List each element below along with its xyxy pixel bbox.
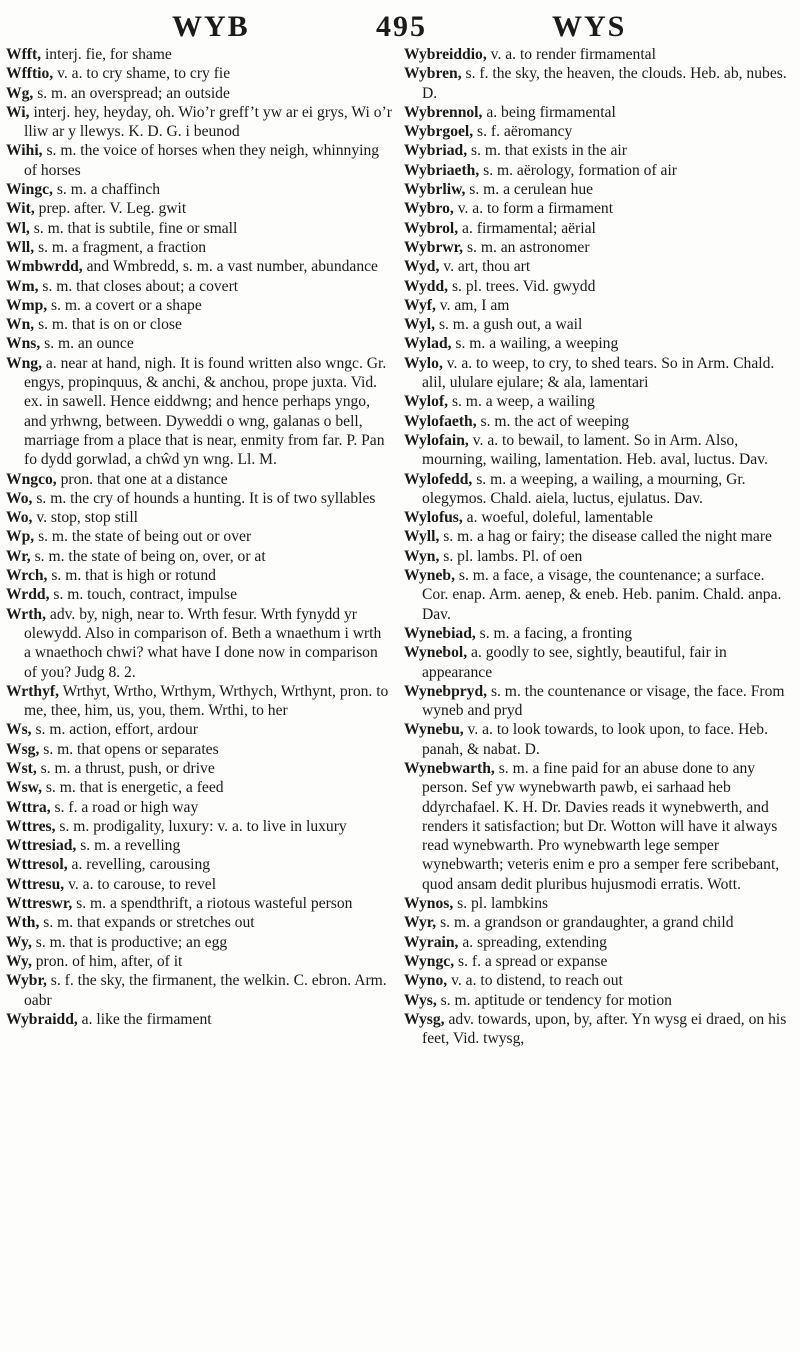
entry-headword: Wynebpryd, xyxy=(404,682,488,700)
entry-headword: Wyneb, xyxy=(404,567,455,585)
entry-headword: Wynebwarth, xyxy=(404,759,495,777)
entry-definition: v. a. to weep, to cry, to shed tears. So in Arm. Chald. alil, ululare ejulare; & ala, lamentari xyxy=(422,354,775,392)
dictionary-entry xyxy=(6,855,392,874)
entry-definition: interj. hey, heyday, oh. Wio’r greff’t yw ar ei grys, Wi o’r lliw ar y llewys. K. D. G. i beunod xyxy=(24,103,392,141)
dictionary-entry xyxy=(6,296,392,315)
entry-definition: a. firmamental; aërial xyxy=(458,219,596,237)
entry-definition: a. spreading, extending xyxy=(458,933,607,951)
entry-definition: s. m. a revelling xyxy=(76,837,181,855)
entry-headword: Wng, xyxy=(6,354,42,372)
dictionary-entry xyxy=(404,547,790,566)
entry-definition: s. f. the sky, the heaven, the clouds. Heb. ab, nubes. D. xyxy=(422,65,787,102)
entry-headword: Wybraidd, xyxy=(6,1010,78,1028)
entry-definition: v. a. to carouse, to revel xyxy=(64,875,217,893)
entry-headword: Wy, xyxy=(6,952,32,970)
dictionary-entry xyxy=(404,566,790,624)
dictionary-entry xyxy=(6,913,392,932)
entry-headword: Ws, xyxy=(6,721,32,739)
entry-headword: Wybrwr, xyxy=(404,238,464,256)
dictionary-entry xyxy=(404,759,790,894)
entry-headword: Wyr, xyxy=(404,914,437,932)
entry-headword: Wybro, xyxy=(404,200,454,218)
entry-definition: s. m. touch, contract, impulse xyxy=(49,586,238,604)
entry-headword: Wynebu, xyxy=(404,721,464,739)
entry-definition: a. revelling, carousing xyxy=(67,856,211,874)
dictionary-entry xyxy=(6,199,392,218)
dictionary-entry xyxy=(404,296,790,315)
entry-headword: Wyno, xyxy=(404,972,448,990)
entry-definition: s. m. that is productive; an egg xyxy=(31,933,228,951)
entry-headword: Wrch, xyxy=(6,567,48,585)
entry-definition: s. f. a spread or expanse xyxy=(454,952,608,970)
dictionary-entry xyxy=(6,971,392,1010)
entry-definition: pron. that one at a distance xyxy=(56,470,228,488)
entry-definition: a. goodly to see, sightly, beautiful, fair in appearance xyxy=(422,644,727,681)
entry-headword: Wybreiddio, xyxy=(404,46,487,63)
entry-headword: Wylof, xyxy=(404,393,449,411)
entry-definition: interj. fie, for shame xyxy=(41,46,172,63)
dictionary-entry xyxy=(404,354,790,393)
entry-headword: Wth, xyxy=(6,914,40,932)
dictionary-entry xyxy=(404,894,790,913)
dictionary-entry xyxy=(6,354,392,470)
entry-definition: s. m. a cerulean hue xyxy=(465,181,594,199)
entry-definition: s. m. the voice of horses when they neigh, whinnying of horses xyxy=(24,142,380,179)
entry-definition: s. m. that is energetic, a feed xyxy=(41,779,224,797)
entry-headword: Wngco, xyxy=(6,470,57,488)
dictionary-entry xyxy=(6,527,392,546)
dictionary-entry xyxy=(404,933,790,952)
entry-definition: s. m. a gush out, a wail xyxy=(435,316,583,334)
entry-headword: Wingc, xyxy=(6,181,53,199)
dictionary-entry xyxy=(404,527,790,546)
entry-headword: Wynebiad, xyxy=(404,624,476,642)
dictionary-entry xyxy=(6,141,392,180)
entry-definition: prep. after. V. Leg. gwit xyxy=(34,200,187,218)
dictionary-entry xyxy=(6,720,392,739)
entry-headword: Wybrgoel, xyxy=(404,123,474,141)
entry-headword: Wi, xyxy=(6,103,30,121)
entry-headword: Wybrennol, xyxy=(404,103,483,121)
dictionary-entry xyxy=(6,933,392,952)
entry-definition: a. near at hand, nigh. It is found written also wngc. Gr. engys, propinquus, & anchi, & anchou, prope juxta. Vid. ex. in sawell. Hence eiddwng; and hence perhaps yngo, and yrhwng, between. Dyweddi o wng, galanas o bell, marriage from a place that is near, enmity from far. P. Pan fo dydd gorwlad, a chŵd yn wng. Ll. M. xyxy=(24,354,387,469)
entry-definition: s. m. that is subtile, fine or small xyxy=(29,219,238,237)
dictionary-entry xyxy=(404,952,790,971)
dictionary-entry xyxy=(6,489,392,508)
entry-definition: s. m. the cry of hounds a hunting. It is of two syllables xyxy=(32,489,376,507)
entry-headword: Wm, xyxy=(6,277,39,295)
entry-headword: Wrdd, xyxy=(6,586,50,604)
entry-headword: Wo, xyxy=(6,489,33,507)
dictionary-entry xyxy=(6,470,392,489)
entry-definition: s. m. a chaffinch xyxy=(52,181,161,199)
entry-headword: Wybrol, xyxy=(404,219,459,237)
dictionary-entry xyxy=(404,219,790,238)
entry-headword: Wmbwrdd, xyxy=(6,258,83,276)
entry-definition: s. m. a covert or a shape xyxy=(47,296,202,314)
dictionary-entry xyxy=(404,64,790,103)
entry-headword: Wp, xyxy=(6,528,35,546)
dictionary-entry xyxy=(404,913,790,932)
dictionary-entry xyxy=(404,392,790,411)
entry-definition: s. pl. trees. Vid. gwydd xyxy=(448,277,596,295)
entry-headword: Wys, xyxy=(404,991,437,1009)
dictionary-entry xyxy=(6,103,392,142)
dictionary-entry xyxy=(404,431,790,470)
entry-definition: s. m. a weeping, a wailing, a mourning, Gr. olegymos. Chald. aiela, luctus, ejulatus. Dav. xyxy=(422,470,746,507)
entry-definition: s. m. a wailing, a weeping xyxy=(451,335,619,353)
dictionary-entry xyxy=(6,508,392,527)
entry-headword: Wylofain, xyxy=(404,431,469,449)
dictionary-entry xyxy=(404,470,790,509)
dictionary-entry xyxy=(404,643,790,682)
entry-headword: Wrthyf, xyxy=(6,682,59,700)
dictionary-entry xyxy=(6,682,392,721)
left-column xyxy=(6,45,392,1345)
entry-headword: Wydd, xyxy=(404,277,449,295)
entry-headword: Wttresiad, xyxy=(6,837,77,855)
dictionary-entry xyxy=(6,45,392,64)
entry-definition: s. pl. lambkins xyxy=(453,895,549,913)
entry-definition: s. m. a weep, a wailing xyxy=(448,393,595,411)
dictionary-entry xyxy=(6,566,392,585)
dictionary-entry xyxy=(6,952,392,971)
entry-definition: s. m. that is on or close xyxy=(34,316,182,334)
entry-headword: Wttreswr, xyxy=(6,895,73,913)
dictionary-entry xyxy=(404,257,790,276)
entry-headword: Wylo, xyxy=(404,354,443,372)
entry-headword: Wynos, xyxy=(404,895,454,913)
entry-headword: Wmp, xyxy=(6,296,48,314)
page-header xyxy=(0,10,800,50)
dictionary-entry xyxy=(404,238,790,257)
entry-headword: Wylad, xyxy=(404,335,452,353)
entry-definition: s. m. a spendthrift, a riotous wasteful person xyxy=(72,895,353,913)
entry-headword: Wr, xyxy=(6,547,31,565)
entry-definition: s. m. prodigality, luxury: v. a. to live in luxury xyxy=(55,817,347,835)
dictionary-entry xyxy=(6,180,392,199)
entry-headword: Wyrain, xyxy=(404,933,459,951)
dictionary-entry xyxy=(6,219,392,238)
dictionary-entry xyxy=(404,412,790,431)
entry-headword: Wyd, xyxy=(404,258,440,276)
entry-definition: v. a. to render firmamental xyxy=(486,46,656,63)
entry-definition: v. a. to bewail, to lament. So in Arm. Also, mourning, wailing, lamentation. Heb. aval, luctus. Dav. xyxy=(422,431,768,469)
entry-headword: Wynebol, xyxy=(404,644,468,662)
entry-definition: s. f. aëromancy xyxy=(473,123,573,141)
dictionary-entry xyxy=(404,277,790,296)
dictionary-entry xyxy=(6,740,392,759)
entry-definition: and Wmbredd, s. m. a vast number, abundance xyxy=(82,258,378,276)
dictionary-entry xyxy=(404,103,790,122)
entry-definition: s. m. the state of being on, over, or at xyxy=(30,547,266,565)
entry-headword: Wyngc, xyxy=(404,952,455,970)
entry-headword: Wihi, xyxy=(6,142,43,160)
entry-definition: s. m. that is high or rotund xyxy=(47,567,216,585)
dictionary-entry xyxy=(404,508,790,527)
dictionary-entry xyxy=(404,141,790,160)
entry-definition: s. m. a hag or fairy; the disease called the night mare xyxy=(439,528,772,546)
entry-headword: Wg, xyxy=(6,84,34,102)
dictionary-entry xyxy=(6,334,392,353)
dictionary-entry xyxy=(6,778,392,797)
entry-definition: s. m. that closes about; a covert xyxy=(38,277,239,295)
entry-definition: s. m. aptitude or tendency for motion xyxy=(436,991,672,1009)
dictionary-entry xyxy=(6,1010,392,1029)
dictionary-entry xyxy=(6,875,392,894)
entry-headword: Wo, xyxy=(6,509,33,527)
entry-headword: Wttresol, xyxy=(6,856,68,874)
entry-headword: Wylofedd, xyxy=(404,470,473,488)
entry-headword: Wsg, xyxy=(6,740,40,758)
entry-definition: s. m. a grandson or grandaughter, a grand child xyxy=(436,914,734,932)
dictionary-entry xyxy=(404,122,790,141)
entry-headword: Wttresu, xyxy=(6,875,65,893)
entry-headword: Wfft, xyxy=(6,46,42,63)
dictionary-entry xyxy=(404,180,790,199)
entry-definition: v. a. to form a firmament xyxy=(453,200,614,218)
entry-definition: adv. by, nigh, near to. Wrth fesur. Wrth fynydd yr olewydd. Also in comparison of. Beth a wnaethum i wrth a wnaethoch chwi? what have I done now in comparison of you? Judg 8. 2. xyxy=(24,605,382,681)
entry-definition: s. m. an ounce xyxy=(40,335,134,353)
dictionary-entry xyxy=(404,315,790,334)
entry-headword: Wrth, xyxy=(6,605,46,623)
entry-headword: Wyl, xyxy=(404,316,436,334)
dictionary-entry xyxy=(404,199,790,218)
entry-headword: Wylofus, xyxy=(404,509,463,527)
entry-definition: a. woeful, doleful, lamentable xyxy=(462,509,653,527)
header-left-guideword: WYB xyxy=(172,10,250,43)
entry-headword: Wybriad, xyxy=(404,142,468,160)
dictionary-entry xyxy=(404,161,790,180)
dictionary-entry xyxy=(6,585,392,604)
entry-definition: s. m. the countenance or visage, the face. From wyneb and pryd xyxy=(422,682,785,720)
entry-headword: Wttra, xyxy=(6,798,51,816)
entry-headword: Wysg, xyxy=(404,1010,445,1028)
entry-definition: s. m. action, effort, ardour xyxy=(31,721,198,739)
entry-headword: Wyll, xyxy=(404,528,440,546)
entry-definition: s. m. that expands or stretches out xyxy=(39,914,255,932)
entry-headword: Wybr, xyxy=(6,972,47,990)
entry-definition: s. m. a fine paid for an abuse done to any person. Sef yw wynebwarth pawb, ei sarhaad heb ddyrchafael. K. H. Dr. Davies reads it wynebwerth, and renders it satisfaction; but Dr. Wotton will have it always read wynebwarth. Pro wynebwarth lege semper wynebwarth; veteris enim e pro a semper fere scribebant, quod ansam dedit pluribus hujusmodi erratis. Wott. xyxy=(422,759,780,893)
entry-headword: Wy, xyxy=(6,933,32,951)
dictionary-entry xyxy=(6,84,392,103)
entry-definition: v. a. to cry shame, to cry fie xyxy=(53,65,231,83)
dictionary-entry xyxy=(404,45,790,64)
entry-definition: a. being firmamental xyxy=(482,103,616,121)
header-right-guideword: WYS xyxy=(552,10,627,43)
dictionary-entry xyxy=(6,817,392,836)
entry-headword: Wll, xyxy=(6,238,35,256)
dictionary-entry xyxy=(6,277,392,296)
entry-definition: v. stop, stop still xyxy=(32,509,138,527)
entry-definition: pron. of him, after, of it xyxy=(31,952,183,970)
entry-definition: s. pl. lambs. Pl. of oen xyxy=(439,547,583,565)
entry-headword: Wst, xyxy=(6,759,37,777)
entry-headword: Wsw, xyxy=(6,779,42,797)
entry-definition: s. m. the act of weeping xyxy=(476,412,630,430)
entry-headword: Wyn, xyxy=(404,547,440,565)
entry-definition: s. m. a facing, a fronting xyxy=(475,624,633,642)
dictionary-entry xyxy=(6,798,392,817)
entry-headword: Wybrliw, xyxy=(404,181,466,199)
dictionary-entry xyxy=(6,238,392,257)
entry-definition: v. am, I am xyxy=(435,296,510,314)
dictionary-entry xyxy=(404,624,790,643)
entry-definition: s. f. a road or high way xyxy=(50,798,199,816)
entry-headword: Wyf, xyxy=(404,296,436,314)
dictionary-entry xyxy=(6,894,392,913)
entry-definition: s. m. a face, a visage, the countenance; a surface. Cor. enap. Arm. aenep, & eneb. Heb. panim. Chald. anpa. Dav. xyxy=(422,567,782,623)
dictionary-entry xyxy=(404,971,790,990)
dictionary-entry xyxy=(6,315,392,334)
dictionary-entry xyxy=(404,720,790,759)
entry-headword: Wybriaeth, xyxy=(404,161,480,179)
entry-definition: s. m. an overspread; an outside xyxy=(33,84,230,102)
page-number: 495 xyxy=(376,10,427,43)
entry-headword: Wn, xyxy=(6,316,35,334)
entry-headword: Wit, xyxy=(6,200,35,218)
dictionary-entry xyxy=(404,334,790,353)
entry-headword: Wns, xyxy=(6,335,41,353)
entry-definition: v. a. to look towards, to look upon, to face. Heb. panah, & nabat. D. xyxy=(422,721,768,758)
right-column xyxy=(404,45,790,1345)
entry-definition: v. a. to distend, to reach out xyxy=(447,972,623,990)
entry-definition: s. m. an astronomer xyxy=(463,238,590,256)
dictionary-entry xyxy=(404,682,790,721)
entry-headword: Wl, xyxy=(6,219,30,237)
entry-definition: s. m. aërology, formation of air xyxy=(479,161,677,179)
entry-headword: Wybren, xyxy=(404,65,462,83)
entry-definition: s. m. the state of being out or over xyxy=(34,528,252,546)
dictionary-entry xyxy=(404,1010,790,1049)
entry-headword: Wttres, xyxy=(6,817,56,835)
entry-definition: s. m. a fragment, a fraction xyxy=(34,238,207,256)
entry-definition: Wrthyt, Wrtho, Wrthym, Wrthych, Wrthynt, pron. to me, thee, him, us, you, them. Wrthi, to her xyxy=(24,682,389,720)
entry-headword: Wylofaeth, xyxy=(404,412,477,430)
dictionary-entry xyxy=(6,257,392,276)
entry-definition: s. f. the sky, the firmanent, the welkin. C. ebron. Arm. oabr xyxy=(24,972,387,1009)
entry-definition: s. m. that exists in the air xyxy=(467,142,627,160)
entry-headword: Wfftio, xyxy=(6,65,54,83)
dictionary-entry xyxy=(6,836,392,855)
dictionary-entry xyxy=(6,547,392,566)
entry-definition: a. like the firmament xyxy=(77,1010,212,1028)
entry-definition: s. m. that opens or separates xyxy=(39,740,219,758)
dictionary-entry xyxy=(6,64,392,83)
dictionary-entry xyxy=(6,759,392,778)
entry-definition: v. art, thou art xyxy=(439,258,531,276)
entry-definition: adv. towards, upon, by, after. Yn wysg ei draed, on his feet, Vid. twysg, xyxy=(422,1010,787,1048)
entry-definition: s. m. a thrust, push, or drive xyxy=(36,759,215,777)
dictionary-entry xyxy=(404,991,790,1010)
dictionary-entry xyxy=(6,605,392,682)
